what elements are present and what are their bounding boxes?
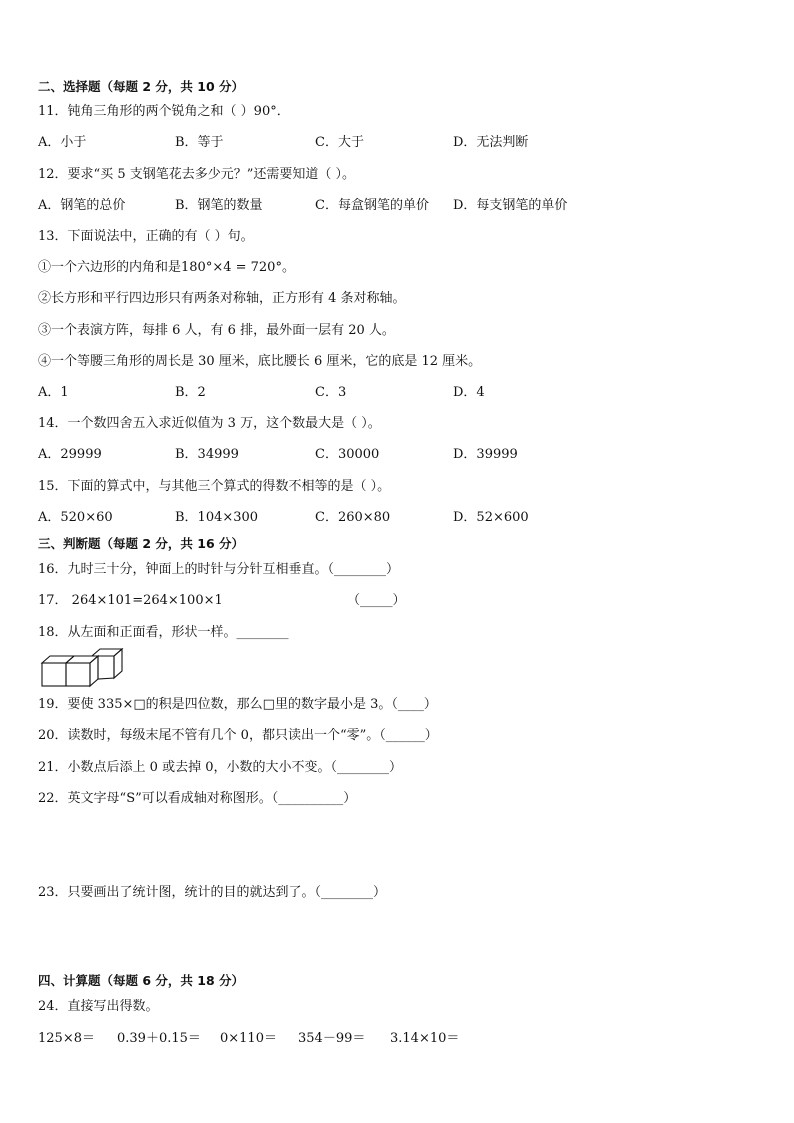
calc-item-5: 3.14×10＝ (390, 1031, 460, 1046)
section-heading-calc: 四、计算题（每题 6 分，共 18 分） (38, 973, 245, 988)
q13-statement-2: ②长方形和平行四边形只有两条对称轴，正方形有 4 条对称轴。 (38, 291, 406, 306)
cube-figure (40, 648, 126, 692)
q17-answer-blank: （_____） (347, 593, 406, 608)
q12-option-a: A．钢笔的总价 (38, 198, 126, 213)
q13-statement-3: ③一个表演方阵，每排 6 人，有 6 排，最外面一层有 20 人。 (38, 323, 395, 338)
question-15-stem: 15．下面的算式中，与其他三个算式的得数不相等的是（ ）。 (38, 479, 391, 494)
q11-option-d: D．无法判断 (453, 135, 529, 150)
q11-option-b: B．等于 (175, 135, 224, 150)
question-11-stem: 11．钝角三角形的两个锐角之和（ ）90°． (38, 104, 290, 119)
q15-option-a: A．520×60 (38, 510, 113, 525)
calc-item-1: 125×8＝ (38, 1031, 95, 1046)
question-20: 20．读数时，每级末尾不管有几个 0，都只读出一个“零”。（______） (38, 728, 438, 743)
q13-option-a: A．1 (38, 385, 69, 400)
calc-item-4: 354－99＝ (298, 1031, 366, 1046)
q14-option-d: D．39999 (453, 447, 518, 462)
q14-option-b: B．34999 (175, 447, 239, 462)
question-14-stem: 14．一个数四舍五入求近似值为 3 万，这个数最大是（ ）。 (38, 416, 381, 431)
q12-option-b: B．钢笔的数量 (175, 198, 263, 213)
question-19: 19．要使 335×□的积是四位数，那么□里的数字最小是 3。（____） (38, 697, 437, 712)
q14-option-c: C．30000 (315, 447, 380, 462)
q15-option-d: D．52×600 (453, 510, 529, 525)
q12-option-d: D．每支钢笔的单价 (453, 198, 568, 213)
q13-option-d: D．4 (453, 385, 485, 400)
question-22: 22．英文字母“S”可以看成轴对称图形。（__________） (38, 791, 357, 806)
question-12-stem: 12．要求“买 5 支钢笔花去多少元？”还需要知道（ ）。 (38, 167, 356, 182)
three-cubes-drawing (40, 648, 126, 688)
section-heading-judge: 三、判断题（每题 2 分，共 16 分） (38, 536, 245, 551)
question-16: 16．九时三十分，钟面上的时针与分针互相垂直。（________） (38, 562, 400, 577)
question-23: 23．只要画出了统计图，统计的目的就达到了。（________） (38, 885, 387, 900)
q11-option-c: C．大于 (315, 135, 364, 150)
question-18: 18．从左面和正面看，形状一样。________ (38, 625, 289, 640)
q15-option-c: C．260×80 (315, 510, 391, 525)
q12-option-c: C．每盒钢笔的单价 (315, 198, 429, 213)
calc-item-2: 0.39＋0.15＝ (117, 1031, 201, 1046)
q11-option-a: A．小于 (38, 135, 87, 150)
q13-statement-1: ①一个六边形的内角和是180°×4 = 720°。 (38, 260, 295, 275)
question-17: 17． 264×101=264×100×1 (38, 593, 223, 608)
question-24-stem: 24．直接写出得数。 (38, 999, 159, 1014)
q13-option-c: C．3 (315, 385, 347, 400)
section-heading-choice: 二、选择题（每题 2 分，共 10 分） (38, 79, 245, 94)
q15-option-b: B．104×300 (175, 510, 259, 525)
question-13-stem: 13．下面说法中，正确的有（ ）句。 (38, 229, 254, 244)
q13-statement-4: ④一个等腰三角形的周长是 30 厘米，底比腰长 6 厘米，它的底是 12 厘米。 (38, 354, 482, 369)
q13-option-b: B．2 (175, 385, 206, 400)
q14-option-a: A．29999 (38, 447, 102, 462)
question-21: 21．小数点后添上 0 或去掉 0，小数的大小不变。（________） (38, 760, 402, 775)
calc-item-3: 0×110＝ (220, 1031, 277, 1046)
